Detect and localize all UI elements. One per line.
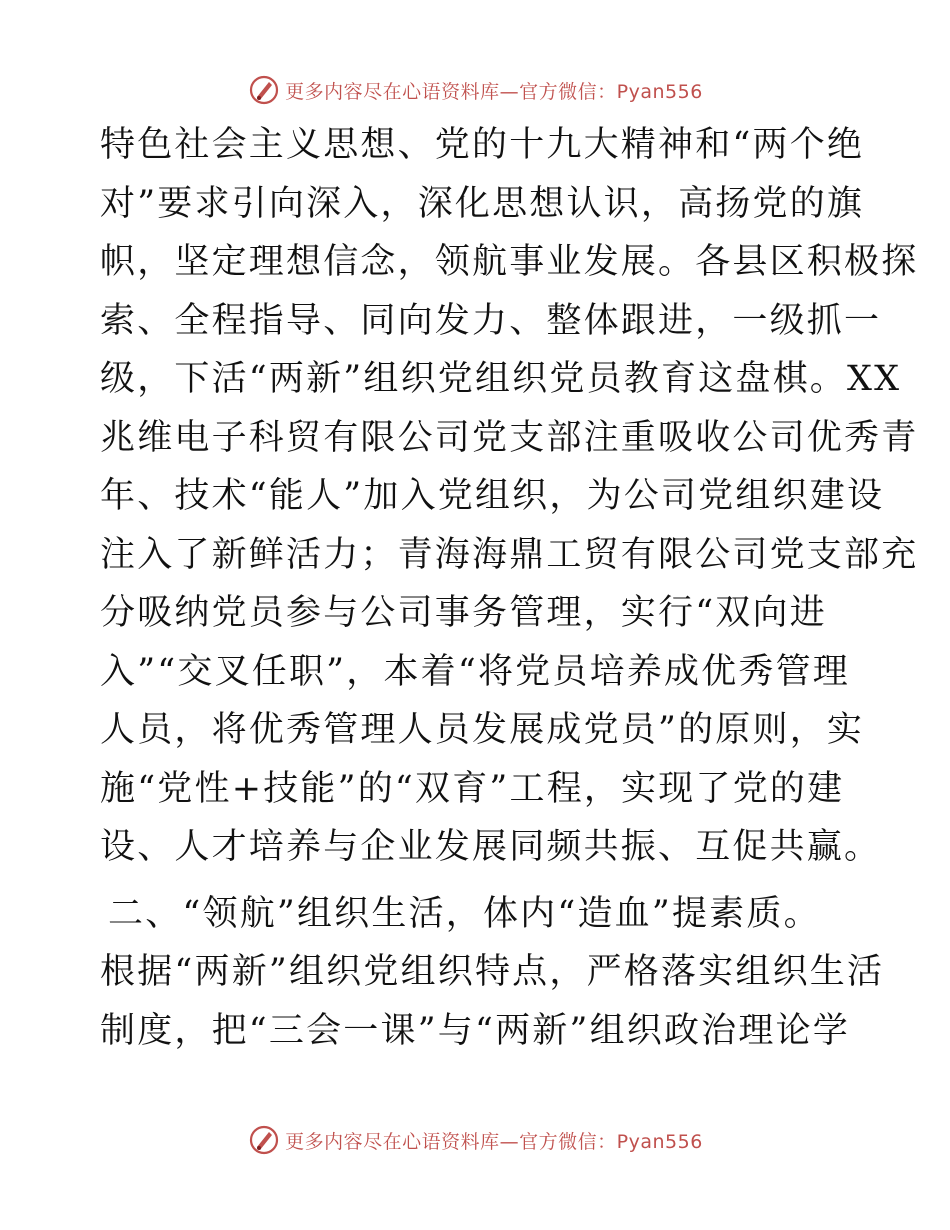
- body-line: 对”要求引向深入，深化思想认识，高扬党的旗: [100, 183, 865, 224]
- footer-banner-text: 更多内容尽在心语资料库—官方微信：Pyan556: [285, 1130, 703, 1153]
- pen-logo-icon: [247, 1123, 281, 1157]
- section-line: 根据“两新”组织党组织特点，严格落实组织生活: [100, 952, 885, 992]
- header-banner: [0, 72, 950, 108]
- body-line: 设、人才培养与企业发展同频共振、互促共赢。: [100, 827, 882, 867]
- footer-banner: [0, 1122, 950, 1158]
- pen-logo-icon: [247, 73, 281, 107]
- header-banner-text: 更多内容尽在心语资料库—官方微信：Pyan556: [285, 80, 703, 103]
- body-line: 年、技术“能人”加入党组织，为公司党组织建设: [100, 476, 885, 516]
- body-line: 帜，坚定理想信念，领航事业发展。各县区积极探: [100, 242, 919, 282]
- document-body: [100, 116, 919, 1060]
- body-line: 注入了新鲜活力；青海海鼎工贸有限公司党支部充: [100, 534, 919, 575]
- body-line: 兆维电子科贸有限公司党支部注重吸收公司优秀青: [100, 417, 919, 458]
- body-line: 分吸纳党员参与公司事务管理，实行“双向进: [100, 593, 827, 633]
- body-line: 入”“交叉任职”，本着“将党员培养成优秀管理: [100, 651, 850, 692]
- body-line: 索、全程指导、同向发力、整体跟进，一级抓一: [100, 300, 882, 341]
- body-line: 人员，将优秀管理人员发展成党员”的原则，实: [100, 710, 865, 750]
- body-line: 施“党性+技能”的“双育”工程，实现了党的建: [100, 768, 845, 809]
- section-heading: 二、“领航”组织生活，体内“造血”提素质。: [108, 893, 821, 934]
- body-line: 级，下活“两新”组织党组织党员教育这盘棋。XX: [100, 359, 902, 399]
- section-line: 制度，把“三会一课”与“两新”组织政治理论学: [100, 1010, 850, 1051]
- body-line: 特色社会主义思想、党的十九大精神和“两个绝: [100, 125, 865, 165]
